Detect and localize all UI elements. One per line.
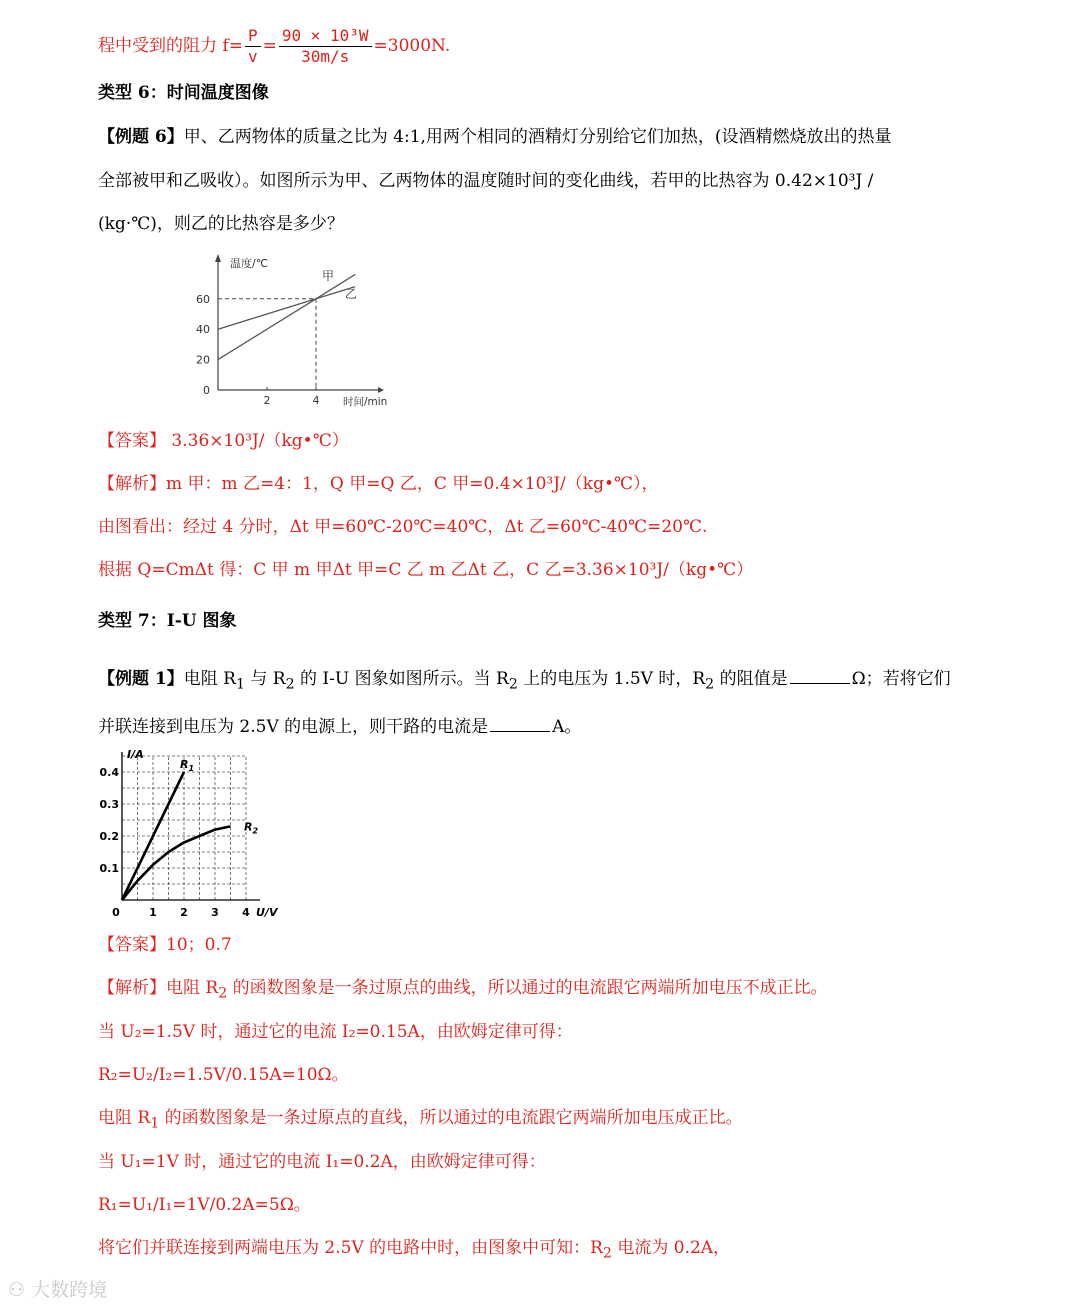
an7-part-a: 将它们并联连接到两端电压为 2.5V 的电路中时，由图象中可知：R [98, 1238, 603, 1258]
q2-part-a: 并联连接到电压为 2.5V 的电源上，则干路的电流是 [98, 717, 489, 737]
x-tick-label: 4 [312, 394, 320, 407]
example6-label: 【例题 6】 [98, 127, 184, 147]
x-tick-label: 3 [211, 906, 219, 919]
an4-part-a: 电阻 R [98, 1108, 151, 1128]
type6-heading: 类型 6：时间温度图像 [98, 83, 269, 103]
formula-line [98, 24, 450, 68]
x-axis-arrow [378, 387, 384, 393]
type6-analysis-line2: 由图看出：经过 4 分时，Δt 甲=60℃-20℃=40℃，Δt 乙=60℃-40℃=20℃. [98, 517, 708, 537]
type7-analysis-line3: R₂=U₂/I₂=1.5V/0.15A=10Ω。 [98, 1065, 349, 1085]
type7-question-line1 [98, 668, 951, 695]
answer-blank-current[interactable] [490, 717, 550, 732]
an1-sub: 2 [218, 985, 228, 1002]
series-label-jia: 甲 [322, 269, 335, 283]
q1-sub-1: 1 [235, 676, 245, 693]
an1-part-a: 【解析】电阻 R [98, 978, 219, 998]
series-line-r2 [122, 826, 231, 900]
example6-text1: 甲、乙两物体的质量之比为 4:1,用两个相同的酒精灯分别给它们加热，(设酒精燃烧放出的热量 [183, 127, 892, 147]
q1-part-j: Ω；若将它们 [851, 669, 951, 689]
frac1-denominator: v [247, 47, 258, 66]
type6-question-line3: (kg·℃)，则乙的比热容是多少？ [98, 214, 344, 234]
y-tick-label: 0.3 [99, 798, 119, 811]
q2-part-b: A。 [552, 717, 582, 737]
y-tick-label: 20 [196, 353, 210, 367]
q1-part-i: 的阻值是 [714, 669, 788, 689]
formula-result: =3000N. [373, 36, 451, 56]
an1-part-c: 的函数图象是一条过原点的曲线，所以通过的电流跟它两端所加电压不成正比。 [227, 978, 828, 998]
y-tick-label: 40 [196, 323, 210, 337]
series-label-yi: 乙 [345, 287, 358, 301]
type7-analysis-line7 [98, 1237, 730, 1264]
q1-part-a: 电阻 R [183, 669, 236, 689]
watermark-text: 大数跨境 [31, 1279, 108, 1301]
x-axis-label: 时间/min [343, 396, 388, 408]
type7-analysis-line1 [98, 977, 828, 1004]
type6-question-line1 [98, 126, 892, 148]
type7-analysis-line2: 当 U₂=1.5V 时，通过它的电流 I₂=0.15A，由欧姆定律可得： [98, 1022, 573, 1042]
q1-part-g: 上的电压为 1.5V 时，R [517, 669, 706, 689]
y-tick-label: 0.1 [99, 862, 119, 875]
series-line-jia [218, 274, 358, 359]
formula-equals: = [262, 36, 277, 56]
an7-sub: 2 [602, 1245, 612, 1262]
type6-analysis-line1: 【解析】m 甲：m 乙=4：1，Q 甲=Q 乙，C 甲=0.4×10³J/（kg•℃）， [98, 474, 659, 494]
y-tick-label: 60 [196, 292, 210, 306]
y-tick-label: 0.4 [99, 766, 119, 779]
x-axis-label: U/V [256, 906, 278, 919]
frac1-numerator: P [245, 26, 261, 47]
iu-chart [96, 744, 296, 924]
type7-analysis-line5: 当 U₁=1V 时，通过它的电流 I₁=0.2A，由欧姆定律可得： [98, 1152, 546, 1172]
type7-question-line2 [98, 716, 581, 738]
example1-label: 【例题 1】 [98, 669, 184, 689]
q1-part-e: 的 I-U 图象如图所示。当 R [294, 669, 509, 689]
fraction-values [279, 26, 372, 67]
type7-answer: 【答案】10；0.7 [98, 935, 232, 955]
frac2-denominator: 30m/s [301, 47, 350, 66]
frac2-numerator: 90 × 10³W [279, 26, 372, 47]
fraction-p-over-v [245, 26, 261, 67]
watermark-logo-icon: ⚇ [8, 1279, 26, 1301]
watermark [8, 1275, 107, 1302]
y-tick-label: 0 [203, 384, 210, 397]
r2-curve-label: $R_2$ [244, 820, 259, 836]
q1-sub-3: 2 [508, 676, 518, 693]
x-tick-label: 2 [180, 906, 188, 919]
an4-sub: 1 [150, 1115, 160, 1132]
q1-sub-2: 2 [285, 676, 295, 693]
q1-sub-4: 2 [705, 676, 715, 693]
x-tick-label: 4 [242, 906, 250, 919]
x-tick-label: 1 [149, 906, 157, 919]
type6-answer: 【答案】 3.36×10³J/（kg•℃） [98, 431, 349, 451]
answer-blank-resistance[interactable] [790, 669, 850, 684]
an7-part-c: 电流为 0.2A， [611, 1238, 731, 1258]
type7-analysis-line6: R₁=U₁/I₁=1V/0.2A=5Ω。 [98, 1195, 311, 1215]
type7-analysis-line4 [98, 1107, 743, 1134]
series-line-yi [218, 287, 358, 330]
q1-part-c: 与 R [244, 669, 286, 689]
type7-heading: 类型 7：I-U 图象 [98, 611, 237, 631]
y-tick-label: 0.2 [99, 830, 119, 843]
formula-prefix: 程中受到的阻力 f= [98, 36, 243, 56]
type6-analysis-line3: 根据 Q=CmΔt 得：C 甲 m 甲Δt 甲=C 乙 m 乙Δt 乙，C 乙=3.36×10³J/（kg•℃） [98, 560, 754, 580]
temperature-time-chart [190, 248, 420, 418]
y-axis-arrow [215, 254, 221, 262]
an4-part-c: 的函数图象是一条过原点的直线，所以通过的电流跟它两端所加电压成正比。 [159, 1108, 743, 1128]
r1-curve-label: $R_1$ [180, 758, 195, 773]
x-tick-label: 0 [112, 906, 120, 919]
y-axis-label: 温度/℃ [230, 257, 269, 270]
type6-question-line2: 全部被甲和乙吸收）。如图所示为甲、乙两物体的温度随时间的变化曲线，若甲的比热容为 0.42×10³J / [98, 171, 874, 191]
x-tick-label: 2 [263, 394, 271, 407]
y-axis-label: I/A [127, 748, 144, 761]
